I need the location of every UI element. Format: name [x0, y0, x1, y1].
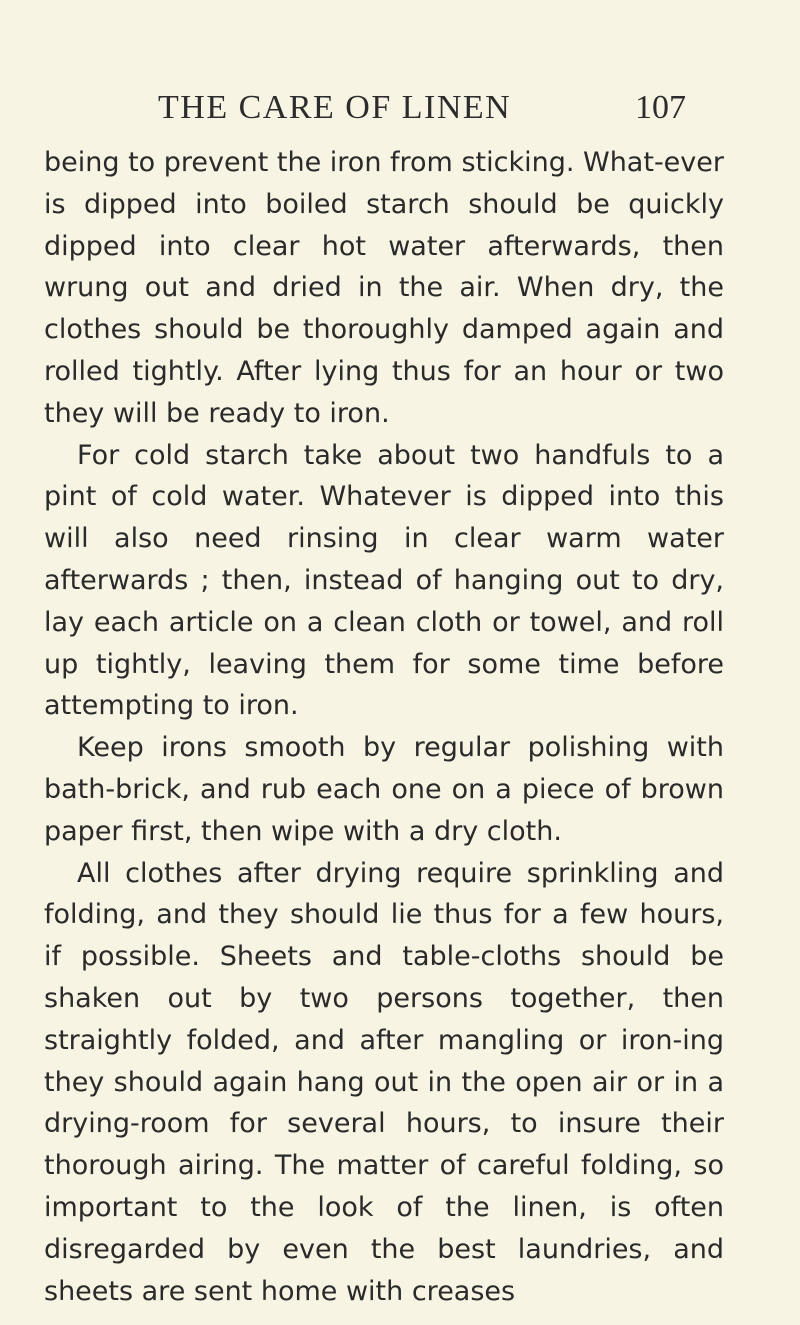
paragraph: For cold starch take about two handfuls to a pint of cold water. Whatever is dipped into this will also need rinsing in clear warm water afterwards ; then, instead of hanging out to dry, lay each article on a clean cloth or towel, and roll up tightly, leaving them for some time before attempting to iron. [44, 439, 724, 722]
paragraph: being to prevent the iron from sticking. What-ever is dipped into boiled starch should be quickly dipped into clear hot water afterwards, then wrung out and dried in the air. When dry, the clothes should be thoroughly damped again and rolled tightly. After lying thus for an hour or two they will be ready to iron. [44, 147, 724, 429]
running-head [158, 88, 718, 132]
paragraph: All clothes after drying require sprinkling and folding, and they should lie thus for a few hours, if possible. Sheets and table-cloths should be shaken out by two persons together, then straightly folded, and after mangling or iron-ing they should again hang out in the open air or in a drying-room for several hours, to insure their thorough airing. The matter of careful folding, so important to the look of the linen, is often disregarded by even the best laundries, and sheets are sent home with creases [44, 857, 724, 1307]
body-text [44, 142, 724, 1312]
page-number: 107 [635, 89, 686, 126]
running-head-title: THE CARE OF LINEN [158, 89, 512, 126]
paragraph: Keep irons smooth by regular polishing with bath-brick, and rub each one on a piece of brown paper first, then wipe with a dry cloth. [44, 732, 724, 847]
